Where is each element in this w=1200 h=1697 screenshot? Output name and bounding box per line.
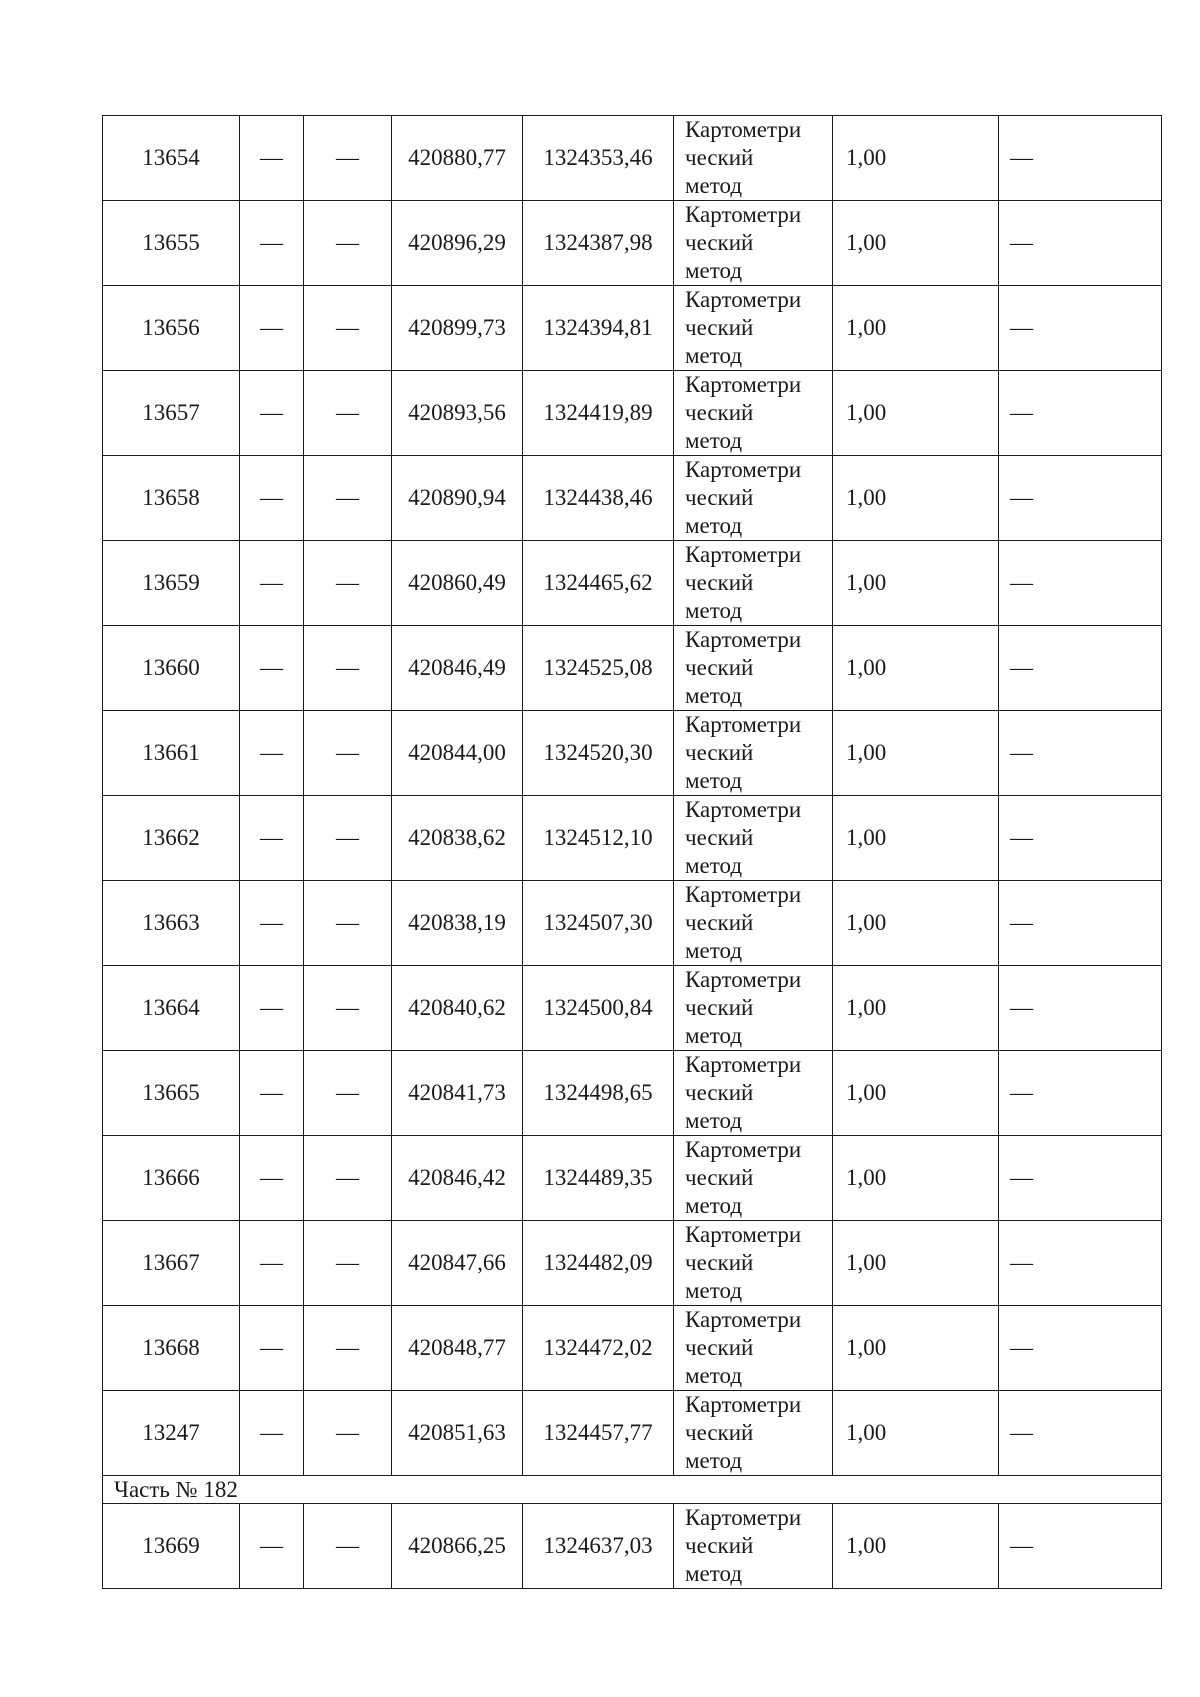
dash-cell: — bbox=[999, 966, 1162, 1051]
dash-cell: — bbox=[240, 626, 304, 711]
method-text-line: метод bbox=[685, 1561, 743, 1586]
method-text-line: метод bbox=[685, 683, 743, 708]
dash-cell: — bbox=[999, 456, 1162, 541]
method-cell bbox=[674, 966, 833, 1051]
y-coordinate-cell: 1324438,46 bbox=[523, 456, 674, 541]
method-text-line: метод bbox=[685, 258, 743, 283]
dash-cell: — bbox=[304, 1306, 392, 1391]
method-text-line: метод bbox=[685, 428, 743, 453]
table-row bbox=[103, 966, 1162, 1051]
accuracy-cell: 1,00 bbox=[833, 371, 999, 456]
method-cell bbox=[674, 1221, 833, 1306]
dash-cell: — bbox=[240, 1306, 304, 1391]
method-text-line: метод bbox=[685, 598, 743, 623]
dash-cell: — bbox=[999, 881, 1162, 966]
method-cell bbox=[674, 1306, 833, 1391]
method-text-line: ческий bbox=[685, 825, 754, 850]
dash-cell: — bbox=[304, 456, 392, 541]
method-text-line: метод bbox=[685, 1278, 743, 1303]
dash-cell: — bbox=[240, 966, 304, 1051]
point-number-cell: 13661 bbox=[103, 711, 240, 796]
method-text-line: Картометри bbox=[685, 712, 802, 737]
method-cell bbox=[674, 286, 833, 371]
dash-cell: — bbox=[304, 626, 392, 711]
point-number-cell: 13667 bbox=[103, 1221, 240, 1306]
method-text-line: ческий bbox=[685, 1250, 754, 1275]
table-row bbox=[103, 1391, 1162, 1476]
dash-cell: — bbox=[999, 541, 1162, 626]
y-coordinate-cell: 1324457,77 bbox=[523, 1391, 674, 1476]
y-coordinate-cell: 1324512,10 bbox=[523, 796, 674, 881]
point-number-cell: 13662 bbox=[103, 796, 240, 881]
method-text-line: Картометри bbox=[685, 882, 802, 907]
method-text-line: Картометри bbox=[685, 1505, 802, 1530]
dash-cell: — bbox=[999, 711, 1162, 796]
accuracy-cell: 1,00 bbox=[833, 456, 999, 541]
method-cell bbox=[674, 796, 833, 881]
accuracy-cell: 1,00 bbox=[833, 1391, 999, 1476]
dash-cell: — bbox=[999, 1391, 1162, 1476]
dash-cell: — bbox=[240, 1391, 304, 1476]
x-coordinate-cell: 420890,94 bbox=[392, 456, 523, 541]
method-text-line: ческий bbox=[685, 1165, 754, 1190]
x-coordinate-cell: 420841,73 bbox=[392, 1051, 523, 1136]
method-text-line: Картометри bbox=[685, 202, 802, 227]
dash-cell: — bbox=[999, 286, 1162, 371]
dash-cell: — bbox=[999, 116, 1162, 201]
y-coordinate-cell: 1324637,03 bbox=[523, 1504, 674, 1589]
method-text-line: ческий bbox=[685, 1335, 754, 1360]
x-coordinate-cell: 420847,66 bbox=[392, 1221, 523, 1306]
method-text-line: ческий bbox=[685, 400, 754, 425]
method-cell bbox=[674, 1391, 833, 1476]
dash-cell: — bbox=[240, 1504, 304, 1589]
document-page bbox=[102, 115, 1161, 1589]
method-text-line: Картометри bbox=[685, 967, 802, 992]
y-coordinate-cell: 1324465,62 bbox=[523, 541, 674, 626]
method-cell bbox=[674, 1051, 833, 1136]
dash-cell: — bbox=[304, 881, 392, 966]
part-header-row bbox=[103, 1476, 1162, 1504]
accuracy-cell: 1,00 bbox=[833, 116, 999, 201]
dash-cell: — bbox=[240, 201, 304, 286]
table-row bbox=[103, 201, 1162, 286]
accuracy-cell: 1,00 bbox=[833, 881, 999, 966]
accuracy-cell: 1,00 bbox=[833, 1221, 999, 1306]
table-body bbox=[103, 116, 1162, 1589]
table-row bbox=[103, 881, 1162, 966]
y-coordinate-cell: 1324500,84 bbox=[523, 966, 674, 1051]
method-text-line: метод bbox=[685, 1108, 743, 1133]
y-coordinate-cell: 1324387,98 bbox=[523, 201, 674, 286]
method-cell bbox=[674, 371, 833, 456]
x-coordinate-cell: 420851,63 bbox=[392, 1391, 523, 1476]
method-text-line: метод bbox=[685, 173, 743, 198]
dash-cell: — bbox=[240, 541, 304, 626]
y-coordinate-cell: 1324394,81 bbox=[523, 286, 674, 371]
dash-cell: — bbox=[999, 1221, 1162, 1306]
method-cell bbox=[674, 541, 833, 626]
dash-cell: — bbox=[240, 286, 304, 371]
dash-cell: — bbox=[240, 881, 304, 966]
dash-cell: — bbox=[304, 116, 392, 201]
x-coordinate-cell: 420893,56 bbox=[392, 371, 523, 456]
method-text-line: ческий bbox=[685, 995, 754, 1020]
method-text-line: ческий bbox=[685, 570, 754, 595]
table-row bbox=[103, 1306, 1162, 1391]
method-text-line: ческий bbox=[685, 315, 754, 340]
x-coordinate-cell: 420846,42 bbox=[392, 1136, 523, 1221]
method-text-line: метод bbox=[685, 513, 743, 538]
dash-cell: — bbox=[999, 626, 1162, 711]
accuracy-cell: 1,00 bbox=[833, 796, 999, 881]
method-text-line: ческий bbox=[685, 1533, 754, 1558]
dash-cell: — bbox=[999, 1504, 1162, 1589]
table-row bbox=[103, 1136, 1162, 1221]
method-text-line: Картометри bbox=[685, 1392, 802, 1417]
method-text-line: метод bbox=[685, 938, 743, 963]
method-text-line: Картометри bbox=[685, 797, 802, 822]
point-number-cell: 13660 bbox=[103, 626, 240, 711]
accuracy-cell: 1,00 bbox=[833, 626, 999, 711]
method-text-line: Картометри bbox=[685, 627, 802, 652]
dash-cell: — bbox=[240, 116, 304, 201]
dash-cell: — bbox=[240, 1221, 304, 1306]
accuracy-cell: 1,00 bbox=[833, 711, 999, 796]
dash-cell: — bbox=[304, 966, 392, 1051]
dash-cell: — bbox=[304, 541, 392, 626]
point-number-cell: 13659 bbox=[103, 541, 240, 626]
dash-cell: — bbox=[304, 286, 392, 371]
method-text-line: Картометри bbox=[685, 457, 802, 482]
y-coordinate-cell: 1324419,89 bbox=[523, 371, 674, 456]
dash-cell: — bbox=[240, 796, 304, 881]
method-text-line: Картометри bbox=[685, 542, 802, 567]
table-row bbox=[103, 286, 1162, 371]
accuracy-cell: 1,00 bbox=[833, 1504, 999, 1589]
table-row bbox=[103, 711, 1162, 796]
point-number-cell: 13664 bbox=[103, 966, 240, 1051]
dash-cell: — bbox=[240, 456, 304, 541]
method-text-line: метод bbox=[685, 1448, 743, 1473]
point-number-cell: 13666 bbox=[103, 1136, 240, 1221]
coordinates-table bbox=[102, 115, 1162, 1589]
x-coordinate-cell: 420848,77 bbox=[392, 1306, 523, 1391]
y-coordinate-cell: 1324520,30 bbox=[523, 711, 674, 796]
method-cell bbox=[674, 1136, 833, 1221]
method-cell bbox=[674, 116, 833, 201]
method-text-line: метод bbox=[685, 853, 743, 878]
method-text-line: Картометри bbox=[685, 117, 802, 142]
point-number-cell: 13668 bbox=[103, 1306, 240, 1391]
dash-cell: — bbox=[304, 1391, 392, 1476]
dash-cell: — bbox=[999, 371, 1162, 456]
table-row bbox=[103, 1051, 1162, 1136]
method-text-line: ческий bbox=[685, 740, 754, 765]
method-text-line: Картометри bbox=[685, 287, 802, 312]
method-text-line: метод bbox=[685, 1193, 743, 1218]
method-text-line: метод bbox=[685, 1023, 743, 1048]
point-number-cell: 13665 bbox=[103, 1051, 240, 1136]
dash-cell: — bbox=[240, 1051, 304, 1136]
dash-cell: — bbox=[304, 1051, 392, 1136]
table-row bbox=[103, 456, 1162, 541]
method-text-line: ческий bbox=[685, 485, 754, 510]
method-text-line: ческий bbox=[685, 910, 754, 935]
method-text-line: метод bbox=[685, 343, 743, 368]
table-row bbox=[103, 1504, 1162, 1589]
accuracy-cell: 1,00 bbox=[833, 541, 999, 626]
x-coordinate-cell: 420838,19 bbox=[392, 881, 523, 966]
point-number-cell: 13669 bbox=[103, 1504, 240, 1589]
method-text-line: Картометри bbox=[685, 1137, 802, 1162]
y-coordinate-cell: 1324507,30 bbox=[523, 881, 674, 966]
accuracy-cell: 1,00 bbox=[833, 1306, 999, 1391]
table-row bbox=[103, 371, 1162, 456]
point-number-cell: 13247 bbox=[103, 1391, 240, 1476]
table-row bbox=[103, 626, 1162, 711]
dash-cell: — bbox=[304, 1136, 392, 1221]
method-cell bbox=[674, 626, 833, 711]
dash-cell: — bbox=[999, 1306, 1162, 1391]
table-row bbox=[103, 1221, 1162, 1306]
x-coordinate-cell: 420840,62 bbox=[392, 966, 523, 1051]
method-cell bbox=[674, 881, 833, 966]
part-label: Часть № 182 bbox=[103, 1476, 1162, 1504]
dash-cell: — bbox=[304, 201, 392, 286]
dash-cell: — bbox=[999, 1136, 1162, 1221]
dash-cell: — bbox=[240, 1136, 304, 1221]
table-row bbox=[103, 116, 1162, 201]
method-text-line: Картометри bbox=[685, 1307, 802, 1332]
method-text-line: Картометри bbox=[685, 1222, 802, 1247]
x-coordinate-cell: 420846,49 bbox=[392, 626, 523, 711]
dash-cell: — bbox=[999, 796, 1162, 881]
y-coordinate-cell: 1324472,02 bbox=[523, 1306, 674, 1391]
method-text-line: Картометри bbox=[685, 372, 802, 397]
table-row bbox=[103, 541, 1162, 626]
dash-cell: — bbox=[304, 711, 392, 796]
accuracy-cell: 1,00 bbox=[833, 1051, 999, 1136]
method-text-line: Картометри bbox=[685, 1052, 802, 1077]
method-cell bbox=[674, 201, 833, 286]
accuracy-cell: 1,00 bbox=[833, 1136, 999, 1221]
dash-cell: — bbox=[304, 1221, 392, 1306]
point-number-cell: 13658 bbox=[103, 456, 240, 541]
point-number-cell: 13655 bbox=[103, 201, 240, 286]
method-cell bbox=[674, 456, 833, 541]
dash-cell: — bbox=[999, 201, 1162, 286]
y-coordinate-cell: 1324489,35 bbox=[523, 1136, 674, 1221]
method-cell bbox=[674, 1504, 833, 1589]
point-number-cell: 13657 bbox=[103, 371, 240, 456]
table-row bbox=[103, 796, 1162, 881]
x-coordinate-cell: 420899,73 bbox=[392, 286, 523, 371]
method-text-line: ческий bbox=[685, 230, 754, 255]
method-cell bbox=[674, 711, 833, 796]
x-coordinate-cell: 420838,62 bbox=[392, 796, 523, 881]
method-text-line: метод bbox=[685, 768, 743, 793]
dash-cell: — bbox=[304, 796, 392, 881]
dash-cell: — bbox=[999, 1051, 1162, 1136]
y-coordinate-cell: 1324498,65 bbox=[523, 1051, 674, 1136]
point-number-cell: 13656 bbox=[103, 286, 240, 371]
x-coordinate-cell: 420896,29 bbox=[392, 201, 523, 286]
accuracy-cell: 1,00 bbox=[833, 201, 999, 286]
x-coordinate-cell: 420844,00 bbox=[392, 711, 523, 796]
x-coordinate-cell: 420860,49 bbox=[392, 541, 523, 626]
dash-cell: — bbox=[304, 371, 392, 456]
accuracy-cell: 1,00 bbox=[833, 286, 999, 371]
method-text-line: ческий bbox=[685, 1420, 754, 1445]
method-text-line: метод bbox=[685, 1363, 743, 1388]
point-number-cell: 13663 bbox=[103, 881, 240, 966]
y-coordinate-cell: 1324482,09 bbox=[523, 1221, 674, 1306]
dash-cell: — bbox=[240, 371, 304, 456]
y-coordinate-cell: 1324525,08 bbox=[523, 626, 674, 711]
method-text-line: ческий bbox=[685, 655, 754, 680]
method-text-line: ческий bbox=[685, 145, 754, 170]
dash-cell: — bbox=[240, 711, 304, 796]
y-coordinate-cell: 1324353,46 bbox=[523, 116, 674, 201]
x-coordinate-cell: 420866,25 bbox=[392, 1504, 523, 1589]
method-text-line: ческий bbox=[685, 1080, 754, 1105]
point-number-cell: 13654 bbox=[103, 116, 240, 201]
accuracy-cell: 1,00 bbox=[833, 966, 999, 1051]
x-coordinate-cell: 420880,77 bbox=[392, 116, 523, 201]
dash-cell: — bbox=[304, 1504, 392, 1589]
